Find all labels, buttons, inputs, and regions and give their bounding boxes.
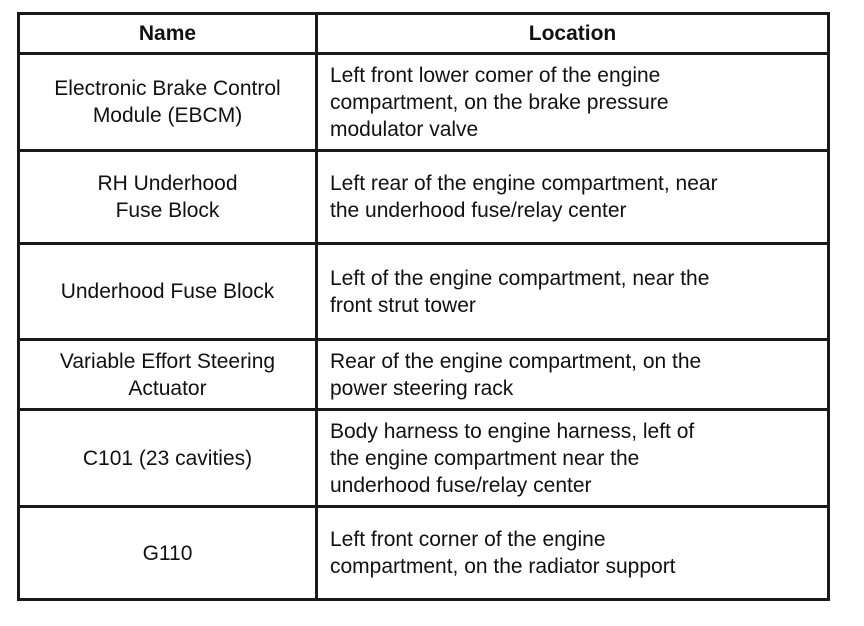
name-cell xyxy=(19,507,317,600)
location-cell xyxy=(317,151,829,244)
cell-line: compartment, on the radiator support xyxy=(330,555,676,578)
cell-line: Left front corner of the engine xyxy=(330,528,606,551)
cell-line: Left rear of the engine compartment, near xyxy=(330,172,718,195)
cell-line: G110 xyxy=(142,541,193,565)
table-row xyxy=(19,151,829,244)
location-cell xyxy=(317,54,829,151)
header-name: Name xyxy=(19,14,317,54)
location-cell xyxy=(317,244,829,340)
cell-line: Actuator xyxy=(128,376,207,400)
cell-line: RH Underhood xyxy=(97,172,238,195)
cell-line: Rear of the engine compartment, on the xyxy=(330,349,702,373)
table-row xyxy=(19,54,829,151)
table-row xyxy=(19,340,829,410)
cell-line: Underhood Fuse Block xyxy=(60,280,275,303)
name-cell xyxy=(19,151,317,244)
cell-line: Electronic Brake Control xyxy=(54,77,281,100)
cell-line: Module (EBCM) xyxy=(92,104,243,127)
location-cell xyxy=(317,340,829,410)
name-cell xyxy=(19,54,317,151)
cell-line: compartment, on the brake pressure xyxy=(330,90,669,114)
cell-line: Left front lower comer of the engine xyxy=(330,63,661,87)
table-row xyxy=(19,244,829,340)
cell-line: Variable Effort Steering xyxy=(59,349,276,373)
cell-line: the engine compartment near the xyxy=(330,446,640,470)
table-row xyxy=(19,410,829,507)
cell-line: power steering rack xyxy=(330,376,514,400)
cell-line: C101 (23 cavities) xyxy=(82,446,253,470)
cell-line: Fuse Block xyxy=(115,199,220,222)
header-location: Location xyxy=(317,14,829,54)
cell-line: the underhood fuse/relay center xyxy=(330,199,627,222)
name-cell xyxy=(19,244,317,340)
cell-line: modulator valve xyxy=(330,117,479,141)
cell-line: underhood fuse/relay center xyxy=(330,473,592,497)
cell-line: Body harness to engine harness, left of xyxy=(330,419,695,443)
location-cell xyxy=(317,410,829,507)
component-location-table xyxy=(17,12,830,601)
cell-line: Left of the engine compartment, near the xyxy=(330,266,710,290)
cell-line: front strut tower xyxy=(330,293,476,317)
table-row xyxy=(19,507,829,600)
name-cell xyxy=(19,410,317,507)
name-cell xyxy=(19,340,317,410)
location-cell xyxy=(317,507,829,600)
header-row xyxy=(19,14,829,54)
